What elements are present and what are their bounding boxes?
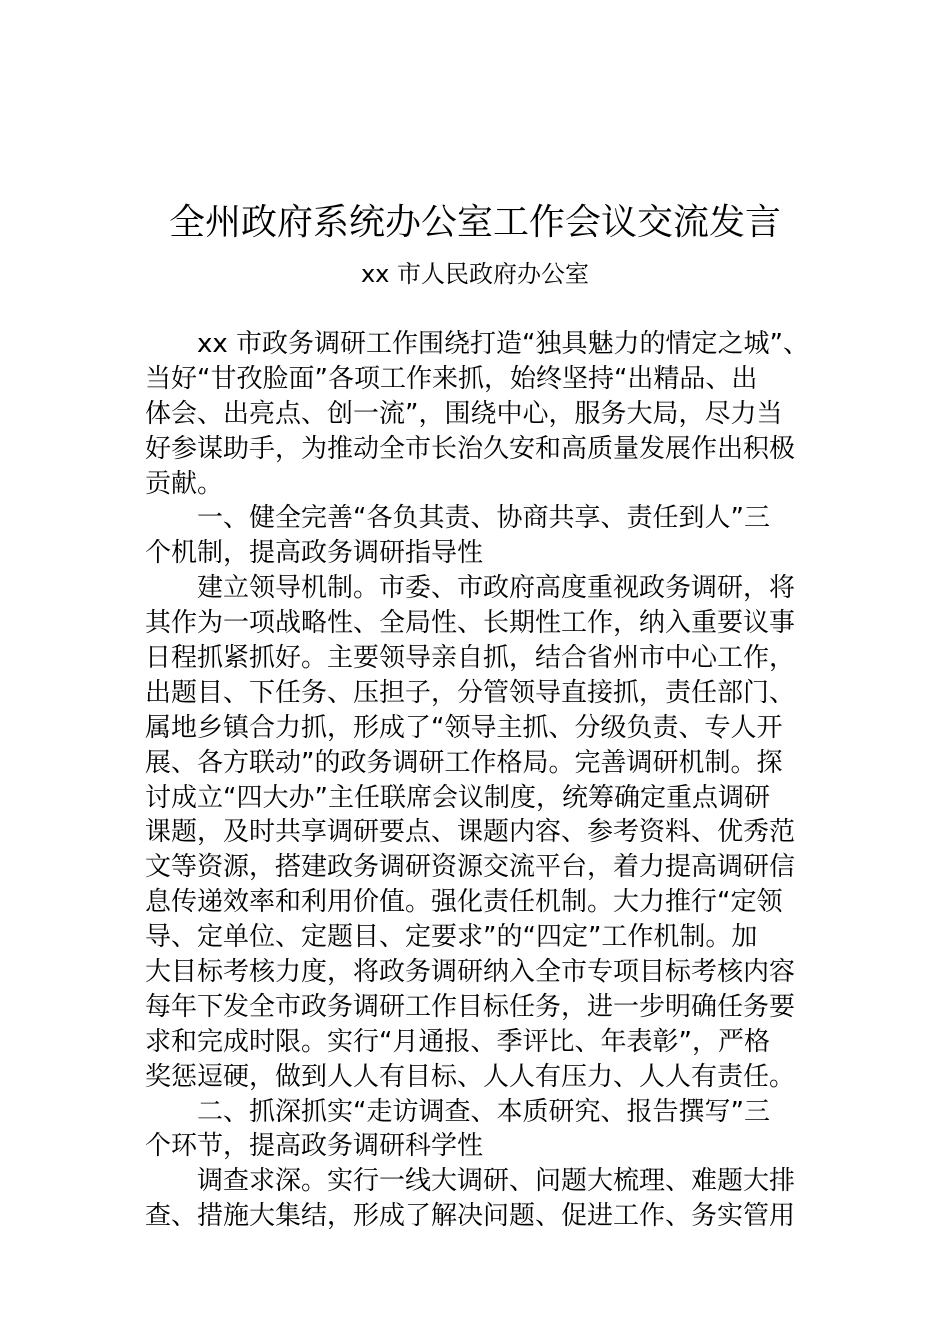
section-heading-line: 一、健全完善“各负其责、协商共享、责任到人”三 [197,503,770,534]
text-line: 建立领导机制。市委、市政府高度重视政务调研，将 [197,573,796,604]
text-line: 求和完成时限。实行“月通报、季评比、年表彰”，严格 [145,1026,770,1057]
text-line: 好参谋助手，为推动全市长治久安和高质量发展作出积极 [145,433,796,464]
text-line: 讨成立“四大办”主任联席会议制度，统筹确定重点调研 [145,782,770,813]
text-line: 日程抓紧抓好。主要领导亲自抓，结合省州市中心工作， [145,643,796,674]
text-line: xx 市政务调研工作围绕打造“独具魅力的情定之城”、 [197,329,809,359]
text-line: 大目标考核力度，将政务调研纳入全市专项目标考核内容 [145,957,796,988]
document-title: 全州政府系统办公室工作会议交流发言 [168,202,781,243]
text-line: 体会、出亮点、创一流”，围绕中心，服务大局，尽力当 [145,398,783,429]
section-heading-line: 二、抓深抓实“走访调查、本质研究、报告撰写”三 [197,1096,770,1127]
text-line: 出题目、下任务、压担子，分管领导直接抓，责任部门、 [145,677,796,708]
document-body [145,327,835,1234]
text-line: 当好“甘孜脸面”各项工作来抓，始终坚持“出精品、出 [145,363,758,394]
text-line: 奖惩逗硬，做到人人有目标、人人有压力、人人有责任。 [145,1061,796,1092]
text-line: 每年下发全市政务调研工作目标任务，进一步明确任务要 [145,991,796,1022]
text-line: 课题，及时共享调研要点、课题内容、参考资料、优秀范 [145,817,796,848]
text-line: 贡献。 [145,468,224,499]
section-heading-line: 个机制，提高政务调研指导性 [145,538,484,569]
text-line: 导、定单位、定题目、定要求”的“四定”工作机制。加 [145,922,758,953]
text-line: 调查求深。实行一线大调研、问题大梳理、难题大排 [197,1166,796,1197]
section-heading-line: 个环节，提高政务调研科学性 [145,1131,484,1162]
text-line: 查、措施大集结，形成了解决问题、促进工作、务实管用 [145,1201,796,1232]
text-line: 属地乡镇合力抓，形成了“领导主抓、分级负责、专人开 [145,712,783,743]
text-line: 息传递效率和利用价值。强化责任机制。大力推行“定领 [145,887,783,918]
document-subtitle: xx 市人民政府办公室 [360,260,590,288]
text-line: 展、各方联动”的政务调研工作格局。完善调研机制。探 [145,747,783,778]
text-line: 其作为一项战略性、全局性、长期性工作，纳入重要议事 [145,608,796,639]
text-line: 文等资源，搭建政务调研资源交流平台，着力提高调研信 [145,852,796,883]
